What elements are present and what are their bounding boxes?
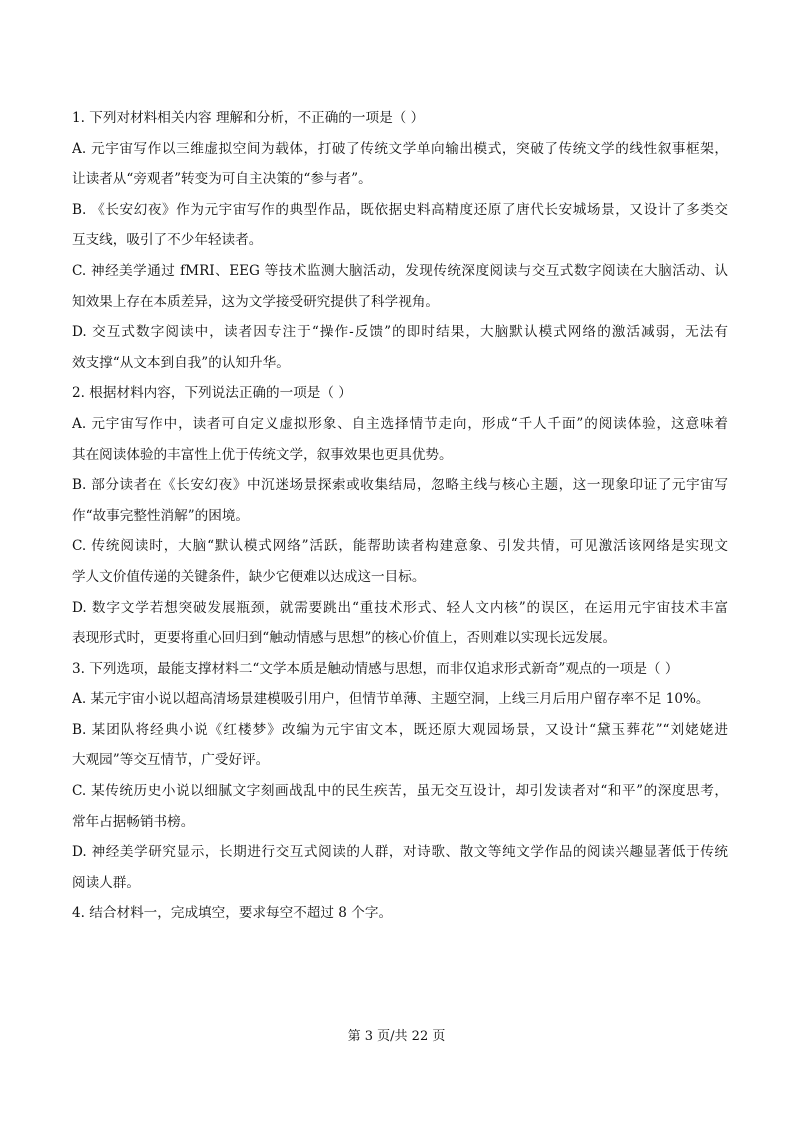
q2-option-c-line2: 学人文价值传递的关键条件，缺少它便难以达成这一目标。 (72, 568, 426, 585)
q1-option-d-line2: 效支撑“从文本到自我”的认知升华。 (72, 354, 290, 371)
q3-option-c-line1: C. 某传统历史小说以细腻文字刻画战乱中的民生疾苦，虽无交互设计，却引发读者对“和平”的深度思考， (72, 783, 728, 800)
q2-option-d-line2: 表现形式时，更要将重心回归到“触动情感与思想”的核心价值上，否则难以实现长远发展。 (72, 630, 617, 647)
q3-stem: 3. 下列选项，最能支撑材料二“文学本质是触动情感与思想，而非仅追求形式新奇”观点的一项是（ ） (72, 660, 679, 677)
q1-option-c-line1: C. 神经美学通过 fMRI、EEG 等技术监测大脑活动，发现传统深度阅读与交互式数字阅读在大脑活动、认 (72, 262, 728, 279)
q2-option-d-line1: D. 数字文学若想突破发展瓶颈，就需要跳出“重技术形式、轻人文内核”的误区，在运用元宇宙技术丰富 (72, 599, 728, 616)
q2-stem: 2. 根据材料内容，下列说法正确的一项是（ ） (72, 385, 352, 402)
q3-option-b-line1: B. 某团队将经典小说《红楼梦》改编为元宇宙文本，既还原大观园场景，又设计“黛玉葬花”“刘姥姥进 (72, 721, 728, 738)
q2-option-b-line2: 作“故事完整性消解”的困境。 (72, 507, 250, 524)
q2-option-a-line1: A. 元宇宙写作中，读者可自定义虚拟形象、自主选择情节走向，形成“千人千面”的阅读体验，这意味着 (72, 415, 728, 432)
page-number: 第 3 页/共 22 页 (347, 1029, 446, 1044)
q1-option-c-line2: 知效果上存在本质差异，这为文学接受研究提供了科学视角。 (72, 293, 440, 310)
q3-option-b-line2: 大观园”等交互情节，广受好评。 (72, 752, 270, 769)
q2-option-b-line1: B. 部分读者在《长安幻夜》中沉迷场景探索或收集结局，忽略主线与核心主题，这一现象印证了元宇宙写 (72, 477, 728, 494)
q1-option-a-line1: A. 元宇宙写作以三维虚拟空间为载体，打破了传统文学单向输出模式，突破了传统文学的线性叙事框架， (72, 140, 728, 157)
q1-stem: 1. 下列对材料相关内容 理解和分析，不正确的一项是（ ） (72, 110, 425, 126)
q3-option-d-line2: 阅读人群。 (72, 874, 140, 891)
q3-option-a: A. 某元宇宙小说以超高清场景建模吸引用户，但情节单薄、主题空洞，上线三月后用户留存率不足 10%。 (72, 691, 710, 708)
q3-option-c-line2: 常年占据畅销书榜。 (72, 813, 195, 830)
q2-option-c-line1: C. 传统阅读时，大脑“默认模式网络”活跃，能帮助读者构建意象、引发共情，可见激活该网络是实现文 (72, 538, 728, 555)
q1-option-b-line1: B. 《长安幻夜》作为元宇宙写作的典型作品，既依据史料高精度还原了唐代长安城场景，又设计了多类交 (72, 201, 728, 218)
q2-option-a-line2: 其在阅读体验的丰富性上优于传统文学，叙事效果也更具优势。 (72, 446, 453, 463)
q1-option-d-line1: D. 交互式数字阅读中，读者因专注于“操作-反馈”的即时结果，大脑默认模式网络的激活减弱，无法有 (72, 324, 728, 341)
q4-stem: 4. 结合材料一，完成填空，要求每空不超过 8 个字。 (72, 905, 393, 922)
q1-option-a-line2: 让读者从“旁观者”转变为可自主决策的“参与者”。 (72, 171, 372, 188)
q1-option-b-line2: 互支线，吸引了不少年轻读者。 (72, 232, 263, 249)
question-list (72, 103, 728, 929)
q3-option-d-line1: D. 神经美学研究显示，长期进行交互式阅读的人群，对诗歌、散文等纯文学作品的阅读兴趣显著低于传统 (72, 844, 728, 861)
